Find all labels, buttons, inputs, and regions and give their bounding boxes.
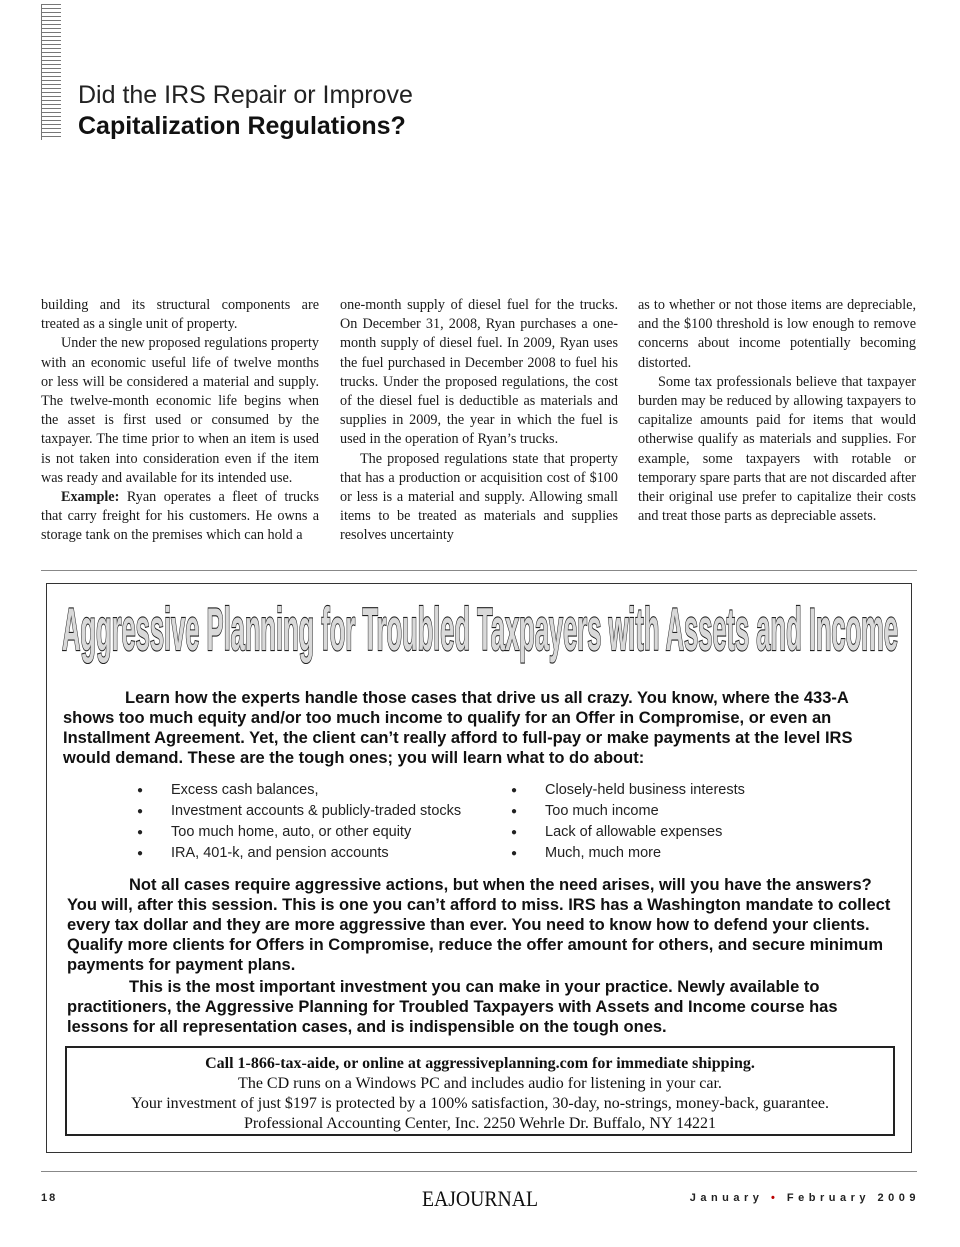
bullet-list-left	[137, 780, 507, 864]
col3-paragraph-2: Some tax professionals believe that taxpayer burden may be reduced by allowing taxpayers to capitalize amounts paid for items that would otherwise qualify as materials and supplies. For example, some taxpayers with rotable or temporary spare parts that are not discarded after their original use prefer to capitalize their costs and treat those parts as depreciable assets.	[638, 373, 916, 525]
date-separator: •	[770, 1192, 780, 1204]
article-title	[78, 80, 413, 142]
ad-paragraph-3-text	[67, 977, 897, 1037]
list-item: ● Lack of allowable expenses	[511, 822, 881, 843]
ea-journal-logo	[420, 1180, 540, 1214]
divider-bottom	[41, 1171, 917, 1172]
list-item: ● Excess cash balances,	[137, 780, 507, 801]
col1-paragraph-2: Under the new proposed regulations property with an economic useful life of twelve months or less will be considered a material and supply. The twelve-month economic life begins when the asset is first used or consumed by the taxpayer. The time prior to when an item is used is not taken into consideration even if the item was ready and available for its intended use.	[41, 335, 319, 486]
divider-top	[41, 570, 917, 571]
col1-paragraph-3	[41, 488, 319, 546]
issue-month-2: February 2009	[786, 1192, 920, 1204]
issue-month-1: January	[689, 1192, 764, 1204]
ad-title-banner	[47, 588, 913, 664]
header-ruler-decoration	[41, 4, 61, 140]
col2-paragraph-2: The proposed regulations state that property that has a production or acquisition cost of $100 or less is a material and supply. Allowing small items to be treated as materials and supplies resolves uncertainty	[340, 450, 618, 544]
article-body	[41, 296, 921, 546]
col2-paragraph-1: one-month supply of diesel fuel for the trucks. On December 31, 2008, Ryan purchases a one-month supply of diesel fuel. In 2009, Ryan uses the fuel purchased in December 2008 to fuel his trucks. Under the proposed regulations, the cost of the diesel fuel is deductible as materials and supplies in 2009, the year in which the fuel is used in the operation of Ryan’s trucks.	[340, 297, 618, 448]
ad-p3-part-a: This is the most important investment you can make in your practice. Newly available to practitioners, the	[67, 978, 820, 1016]
cd-info-line: The CD runs on a Windows PC and includes audio for listening in your car.	[238, 1075, 722, 1092]
bullet-list-right	[511, 780, 881, 864]
example-label: Example:	[61, 489, 120, 506]
example-text: Ryan operates a fleet of trucks that carry freight for his customers. He owns a storage tank on the premises which can hold a	[41, 489, 319, 544]
col1-paragraph-1: building and its structural components are treated as a single unit of property.	[41, 297, 319, 333]
ad-paragraph-2-text: Not all cases require aggressive actions, but when the need arises, will you have the answers? You will, after this session. This is one you can’t afford to miss. IRS has a Washington mandate to collect every tax dollar and they are more aggressive than ever. You need to know how to defend your clients. Qualify more clients for Offers in Compromise, reduce the offer amount for others, and secure minimum payments for payment plans.	[67, 876, 891, 974]
list-item: ● Much, much more	[511, 843, 881, 864]
list-item: ● Closely-held business interests	[511, 780, 881, 801]
list-item: ● Investment accounts & publicly-traded stocks	[137, 801, 507, 822]
ad-intro	[63, 688, 899, 768]
list-item: ● IRA, 401-k, and pension accounts	[137, 843, 507, 864]
page-number: 18	[41, 1192, 58, 1204]
list-item: ● Too much home, auto, or other equity	[137, 822, 507, 843]
title-line-1: Did the IRS Repair or Improve	[78, 81, 413, 109]
article-column-1	[41, 296, 319, 546]
article-column-2	[340, 296, 618, 546]
advertisement	[46, 583, 912, 1153]
ad-title-text: Aggressive Planning for Troubled Taxpayers with Assets and Income	[62, 596, 898, 663]
contact-line: Call 1-866-tax-aide, or online at aggressiveplanning.com for immediate shipping.	[205, 1055, 755, 1072]
ad-paragraph-3	[67, 977, 897, 1037]
logo-text: EAJOURNAL	[422, 1186, 538, 1211]
ad-intro-text: Learn how the experts handle those cases that drive us all crazy. You know, where the 433-A shows too much equity and/or too much income to qualify for an Offer in Compromise, or even an Installment Agreement. Yet, the client can’t really afford to full-pay or make payments at the level IRS would demand. These are the tough ones; you will learn what to do about:	[63, 689, 853, 767]
ad-p3-course-name: Aggressive Planning for Troubled Taxpayers with Assets and Income	[204, 998, 746, 1016]
article-column-3	[638, 296, 916, 526]
issue-date	[690, 1192, 920, 1204]
address-line: Professional Accounting Center, Inc. 2250 Wehrle Dr. Buffalo, NY 14221	[244, 1115, 716, 1132]
ad-contact-box	[65, 1046, 895, 1136]
title-line-2: Capitalization Regulations?	[78, 112, 406, 140]
guarantee-line: Your investment of just $197 is protected by a 100% satisfaction, 30-day, no-strings, money-back, guarantee.	[130, 1095, 830, 1112]
ad-p3-part-c: course has lessons for all representation cases, and is indispensible on the tough ones.	[67, 998, 838, 1036]
col3-paragraph-1: as to whether or not those items are depreciable, and the $100 threshold is low enough to remove concerns about income potentially becoming distorted.	[638, 297, 916, 371]
list-item: ● Too much income	[511, 801, 881, 822]
ad-paragraph-2	[67, 875, 897, 975]
